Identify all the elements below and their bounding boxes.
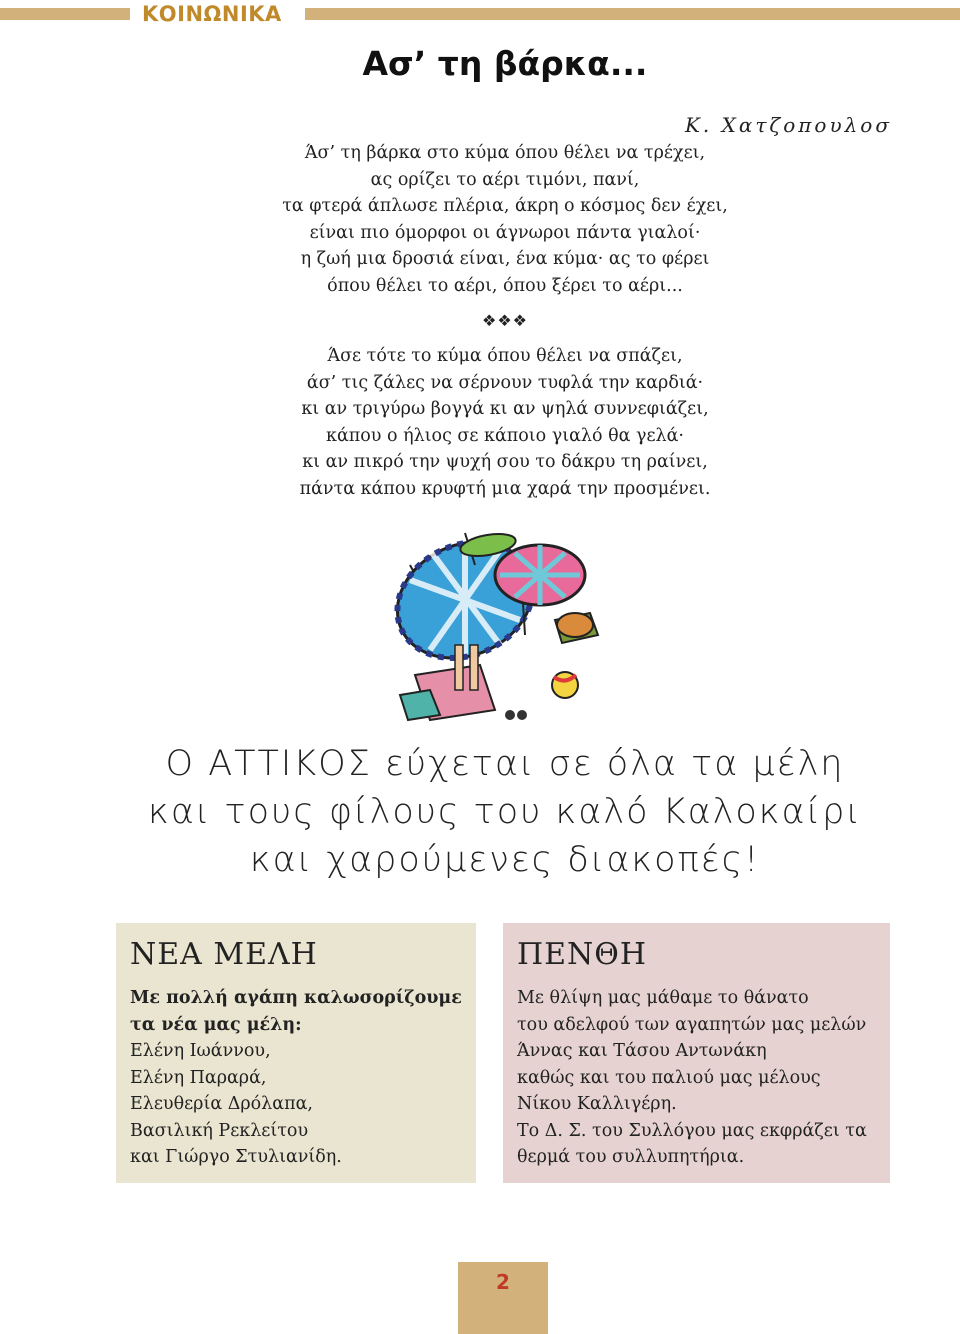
poem-line: η ζωή μια δροσιά είναι, ένα κύμα· ας το φέρει <box>300 249 710 269</box>
poem-line: ας ορίζει το αέρι τιμόνι, πανί, <box>370 169 640 190</box>
poem-line: είναι πιο όμορφοι οι άγνωροι πάντα γιαλοί· <box>309 222 701 243</box>
poem-line: άσ’ τις ζάλες να σέρνουν τυφλά την καρδιά· <box>306 372 704 393</box>
poem-line: όπου θέλει το αέρι, όπου ξέρει το αέρι... <box>327 275 683 296</box>
condolences-body <box>517 985 876 1171</box>
member-name: Βασιλική Ρεκλείτου <box>130 1120 309 1141</box>
new-members-intro: Με πολλή αγάπη καλωσορίζουμε <box>130 988 462 1008</box>
beach-umbrellas-icon <box>370 525 610 725</box>
member-name: Ελένη Ιωάννου, <box>130 1041 271 1061</box>
page-number: 2 <box>496 1270 510 1294</box>
poem-line: κι αν πικρό την ψυχή σου το δάκρυ τη ραίνει, <box>302 452 708 472</box>
poem-line: Άσε τότε το κύμα όπου θέλει να σπάζει, <box>327 346 683 366</box>
greeting-line: και χαρούμενες διακοπές! <box>249 840 761 880</box>
poem-stanza-1 <box>0 140 960 299</box>
new-members-intro: τα νέα μας μέλη: <box>130 1014 302 1035</box>
poem-title: Ασ’ τη βάρκα... <box>362 44 648 83</box>
new-members-box <box>116 923 476 1183</box>
greeting-line: Ο ΑΤΤΙΚΟΣ εύχεται σε όλα τα μέλη <box>165 744 845 784</box>
condolences-line: θερμά του συλλυπητήρια. <box>517 1147 745 1167</box>
condolences-box <box>503 923 890 1183</box>
condolences-line: Το Δ. Σ. του Συλλόγου μας εκφράζει τα <box>517 1120 867 1141</box>
condolences-title: ΠΕΝΘΗ <box>517 937 648 972</box>
greeting-line: και τους φίλους του καλό Καλοκαίρι <box>148 792 862 832</box>
new-members-body <box>130 985 462 1171</box>
section-bar-left <box>0 8 130 20</box>
poem-line: πάντα κάπου κρυφτή μια χαρά την προσμένει. <box>299 478 711 499</box>
poem-line: τα φτερά άπλωσε πλέρια, άκρη ο κόσμος δεν έχει, <box>282 196 728 216</box>
poem-line: κάπου ο ήλιος σε κάποιο γιαλό θα γελά· <box>326 425 684 446</box>
poem-line: Άσ’ τη βάρκα στο κύμα όπου θέλει να τρέχει, <box>304 143 706 163</box>
member-name: και Γιώργο Στυλιανίδη. <box>130 1147 342 1167</box>
poem-line: κι αν τριγύρω βογγά κι αν ψηλά συννεφιάζει, <box>301 399 709 419</box>
poem-author: Κ. Χατζοπουλοσ <box>684 113 892 137</box>
condolences-line: Νίκου Καλλιγέρη. <box>517 1094 677 1114</box>
section-bar-right <box>305 8 960 20</box>
member-name: Ελευθερία Δρόλαπα, <box>130 1094 313 1114</box>
stanza-ornament: ❖❖❖ <box>481 311 529 330</box>
poem-stanza-2 <box>0 343 960 502</box>
condolences-line: καθώς και του παλιού μας μέλους <box>517 1067 821 1088</box>
new-members-title: ΝΕΑ ΜΕΛΗ <box>130 937 318 972</box>
condolences-line: Με θλίψη μας μάθαμε το θάνατο <box>517 988 809 1008</box>
section-label: ΚΟΙΝΩΝΙΚΑ <box>142 2 282 26</box>
condolences-line: του αδελφού των αγαπητών μας μελών <box>517 1014 867 1035</box>
condolences-line: Άννας και Τάσου Αντωνάκη <box>517 1041 767 1061</box>
member-name: Ελένη Παραρά, <box>130 1067 267 1088</box>
summer-greeting <box>0 740 960 884</box>
